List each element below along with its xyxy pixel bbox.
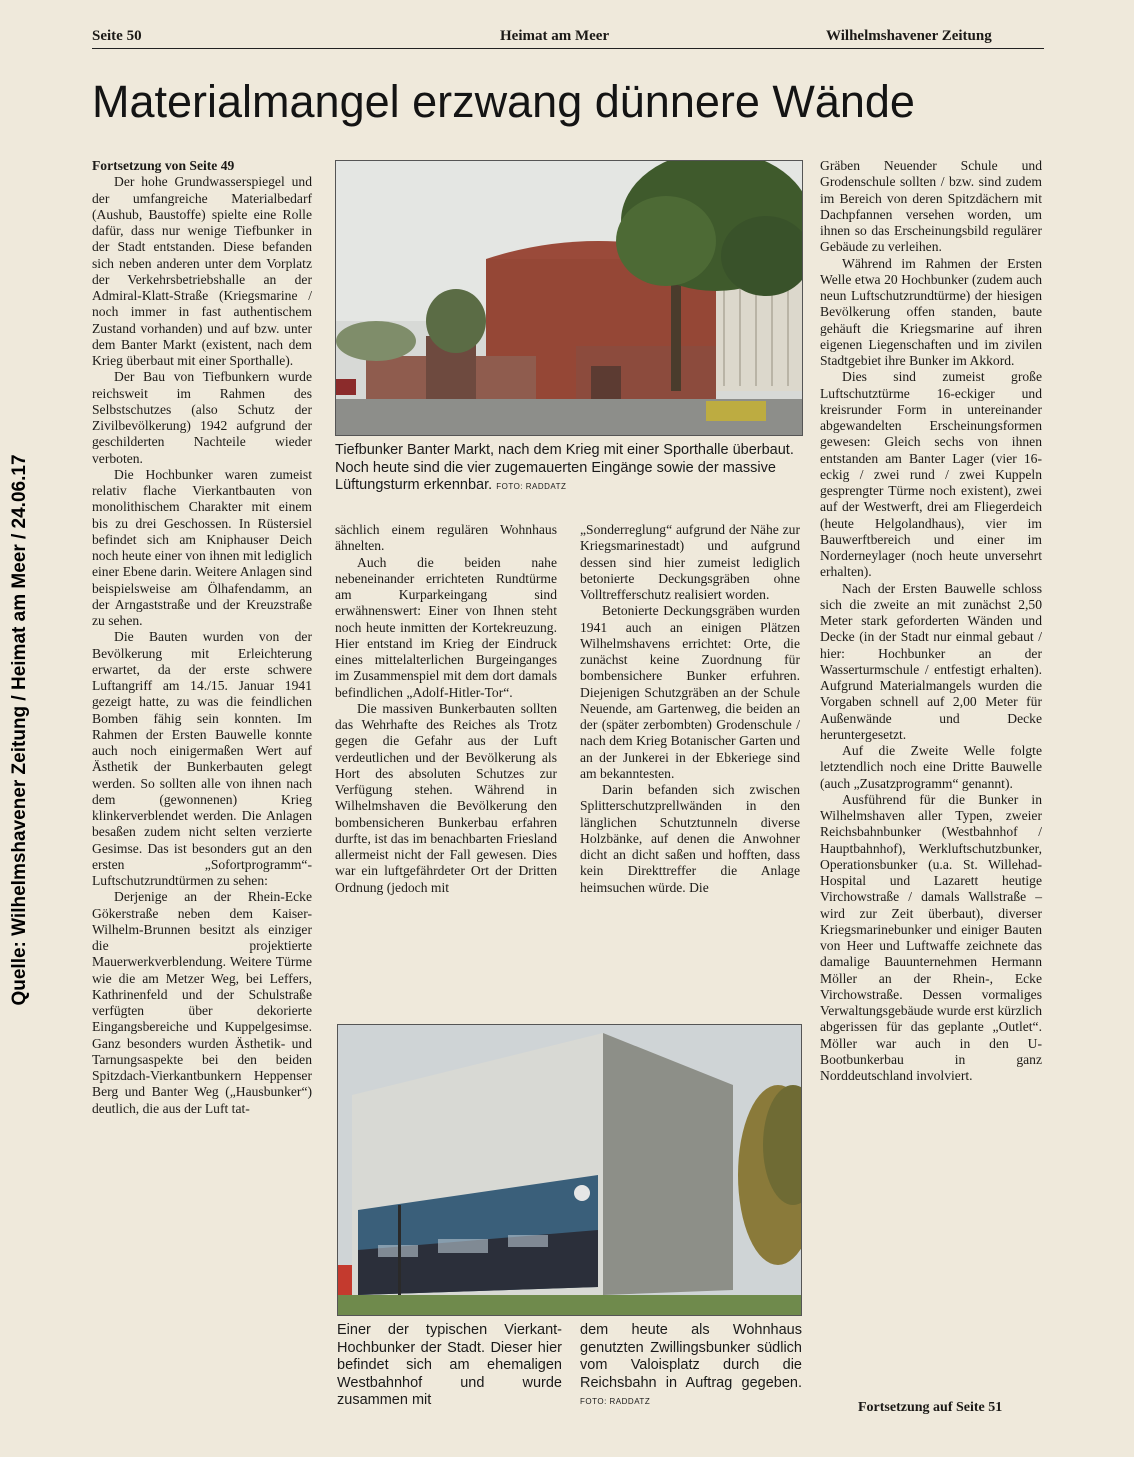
header-rule <box>92 48 1044 49</box>
photo-2-caption-right <box>580 1322 802 1411</box>
paragraph: Während im Rahmen der Ersten Welle etwa 20 Hochbunker (zudem auch neun Luftschutzrundtürme) der hiesigen Bevölkerung offen standen, baute gehäuft die Kriegsmarine auf ihren eigenen Liegenschaften und im zivilen Stadtgebiet ihre Bunker im Akkord. <box>820 255 1042 368</box>
photo-1-caption-text: Tiefbunker Banter Markt, nach dem Krieg mit einer Sporthalle überbaut. Noch heute sind die vier zugemauerten Eingänge sowie der massive Lüftungsturm erkennbar. <box>335 442 794 494</box>
photo-tiefbunker-banter-markt <box>335 160 803 436</box>
article-column-3 <box>580 522 800 896</box>
paragraph: Betonierte Deckungsgräben wurden 1941 auch an einigen Plätzen Wilhelmshavens errichtet: Orte, die zunächst keine Zuordnung für bombensichere Bunker erfuhren. Diejenigen Schutzgräben an der Schule Neuende, am Gartenweg, die beiden an der (später zerbombten) Grodenschule / nach dem Krieg Botanischer Garten und an der Junkerei in der Ebkeriege sind am bekanntesten. <box>580 603 800 781</box>
page-number: Seite 50 <box>92 28 142 44</box>
source-note-text: Quelle: Wilhelmshavener Zeitung / Heimat am Meer / 24.06.17 <box>9 454 30 1006</box>
photo-2-caption-left: Einer der typischen Vierkant-Hochbunker der Stadt. Dieser hier befindet sich am ehemaligen Westbahnhof und wurde zusammen mit <box>337 1322 562 1409</box>
paragraph: Gräben Neuender Schule und Grodenschule sollten / bzw. sind zudem im Bereich von deren Spitzdächern mit Dachpfannen versehen worden, um ihnen so das Erscheinungsbild regulärer Gebäude zu verleihen. <box>820 158 1042 255</box>
paragraph: Ausführend für die Bunker in Wilhelmshaven aller Typen, zweier Reichsbahnbunker (Westbahnhof / Hauptbahnhof), Werkluftschutzbunker, Operationsbunker (u.a. St. Willehad-Hospital und Lazarett heutige Virchowstraße / damals Wallstraße – wird zur Zeit überbaut), diverser Kriegsmarinebunker und einiger Bauten von Heer und Luftwaffe zeichnete das damalige Bauunternehmen Hermann Möller an der Rhein-, Ecke Virchowstraße. Dessen vormaliges Verwaltungsgebäude wurde erst kürzlich abgerissen für das geplante „Outlet“. Möller war auch in den U-Bootbunkerbau in ganz Norddeutschland involviert. <box>820 791 1042 1083</box>
paragraph: Auch die beiden nahe nebeneinander errichteten Rundtürme am Kurparkeingang sind erwähnenswert: Einer von Ihnen steht noch heute inmitten der Kortekreuzung. Hier entstand im Krieg der Eindruck eines mittelalterlichen Burgeinganges im Zusammenspiel mit dem dort damals befindlichen „Adolf-Hitler-Tor“. <box>335 554 557 700</box>
paragraph: Der Bau von Tiefbunkern wurde reichsweit im Rahmen des Selbstschutzes (also Schutz der Zivilbevölkerung) 1942 aufgrund der geschilderten Nachteile wieder verboten. <box>92 369 312 466</box>
section-title: Heimat am Meer <box>500 28 610 44</box>
source-note <box>0 0 40 1457</box>
paragraph: „Sonderreglung“ aufgrund der Nähe zur Kriegsmarinestadt) und aufgrund dessen sind hier zumeist lediglich betonierte Deckungsgräben ohne Volltrefferschutz realisiert worden. <box>580 522 800 602</box>
headline: Materialmangel erzwang dünnere Wände <box>92 76 915 127</box>
newspaper-name: Wilhelmshavener Zeitung <box>826 28 992 44</box>
photo-1-credit: FOTO: RADDATZ <box>496 482 567 492</box>
photo-2-caption-text: dem heute als Wohnhaus genutzten Zwillingsbunker südlich vom Valoisplatz durch die Reichsbahn in Auftrag gegeben. <box>580 1322 802 1391</box>
continued-to: Fortsetzung auf Seite 51 <box>858 1400 1003 1415</box>
photo-1-image <box>336 161 802 435</box>
photo-hochbunker-westbahnhof <box>337 1024 802 1316</box>
photo-1-caption <box>335 442 805 496</box>
article-column-1 <box>92 158 312 1117</box>
article-column-4 <box>820 158 1042 1084</box>
photo-2-credit: FOTO: RADDATZ <box>580 1397 651 1407</box>
paragraph: Die Bauten wurden von der Bevölkerung mit Erleichterung erwartet, da der erste schwere Luftangriff am 14./15. Januar 1941 gezeigt hatte, zu was die feindlichen Bomben fähig sein konnten. Im Rahmen der Ersten Bauwelle konnte auch noch einigermaßen Wert auf Ästhetik der Bunkerbauten gelegt werden. So sollten alle von ihnen nach dem (gewonnenen) Krieg klinkerverblendet werden. Die Anlagen besaßen zudem nicht selten verzierte Gesimse. Das ist besonders gut an den ersten „Sofortprogramm“-Luftschutzrundtürmen zu sehen: <box>92 629 312 888</box>
paragraph: Nach der Ersten Bauwelle schloss sich die zweite an mit zunächst 2,50 Meter stark geforderten Wänden und Decke (in der Stadt nur einmal gebaut / hier: Hochbunker an der Wasserturmschule / entfestigt erhalten). Aufgrund Materialmangels wurden die Vorgaben schnell auf 2,00 Meter für Außenwände und Decke heruntergesetzt. <box>820 580 1042 742</box>
paragraph: Dies sind zumeist große Luftschutztürme 16-eckiger und kreisrunder Form in untereinander abgewandelten Erscheinungsformen gewesen: Gleich sechs von ihnen entstanden am Banter Lager (vier 16-eckig / zwei rund / zwei Kuppeln gesprengter Türme noch existent), zwei auf der Westwerft, drei am Fliegerdeich (heute Helgolandhaus), vier im Bauwerftbereich und einer im Norderneylager (noch heute unversehrt erhalten). <box>820 369 1042 580</box>
paragraph: Die massiven Bunkerbauten sollten das Wehrhafte des Reiches als Trotz gegen die Gefahr aus der Luft verdeutlichen und der Bevölkerung als Hort des absoluten Schutzes zur Verfügung stehen. Während in Wilhelmshaven die Bevölkerung den bombensicheren Bunkerbau erfahren durfte, ist das im benachbarten Friesland allermeist nicht der Fall gewesen. Dies war ein luftgefährdeter Ort der Dritten Ordnung (jedoch mit <box>335 700 557 895</box>
paragraph: Auf die Zweite Welle folgte letztendlich noch eine Dritte Bauwelle (auch „Zusatzprogramm“ genannt). <box>820 743 1042 791</box>
paragraph: sächlich einem regulären Wohnhaus ähnelten. <box>335 522 557 554</box>
article-column-2 <box>335 522 557 896</box>
paragraph: Die Hochbunker waren zumeist relativ flache Vierkantbauten von monolithischem Charakter mit einem bis zu drei Geschossen. In Rüstersiel befindet sich am Kniphauser Deich noch heute einer von ihnen mit lediglich einer Ebene darin. Weitere Anlagen sind beispielsweise am Ölhafendamm, an der Arngaststraße und der Kreuzstraße zu sehen. <box>92 466 312 628</box>
paragraph: Der hohe Grundwasserspiegel und der umfangreiche Materialbedarf (Aushub, Baustoffe) spielte eine Rolle dafür, dass nur wenige Tiefbunker in der Stadt entstanden. Diese befanden sich neben anderen unter dem Vorplatz der Verkehrsbetriebshalle an der Admiral-Klatt-Straße (Kriegsmarine / noch immer in fast authentischem Zustand vorhanden) und auf bzw. unter dem Banter Markt (existent, nach dem Krieg überbaut mit einer Sporthalle). <box>92 174 312 368</box>
photo-2-image <box>338 1025 801 1315</box>
paragraph: Derjenige an der Rhein-Ecke Gökerstraße neben dem Kaiser-Wilhelm-Brunnen besitzt als einziger die projektierte Mauerwerkverblendung. Weitere Türme wie die am Metzer Weg, bei Leffers, Kathrinenfeld und der Schulstraße verfügten über dekorierte Eingangsbereiche und Kuppelgesimse. Ganz besonders wurden Ästhetik- und Tarnungsaspekte bei den beiden Spitzdach-Vierkantbunkern Heppenser Berg und Banter Weg („Hausbunker“) deutlich, die aus der Luft tat- <box>92 889 312 1116</box>
paragraph: Darin befanden sich zwischen Splitterschutzprellwänden in den länglichen Schutztunneln diverse Holzbänke, auf denen die Anwohner dicht an dicht saßen und hofften, dass kein Direkttreffer die Anlage heimsuchen würde. Die <box>580 782 800 895</box>
continued-from: Fortsetzung von Seite 49 <box>92 158 235 173</box>
